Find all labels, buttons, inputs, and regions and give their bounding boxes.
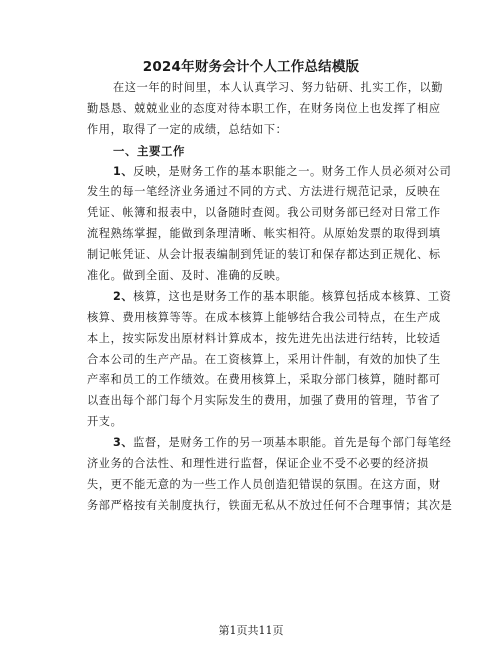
para2-line-6: 以查出每个部门每个月实际发生的费用，加强了费用的管理，节省了 — [87, 394, 441, 408]
para1-line-2: 发生的每一笔经济业务通过不同的方式、方法进行规范记录，反映在 — [87, 185, 441, 199]
para2-line-3: 本上，按实际发出原材料计算成本，按先进先出法进行结转，比较适 — [87, 331, 441, 345]
para1-line-6: 准化。做到全面、及时、准确的反映。 — [87, 269, 288, 283]
para2-line-5: 产率和员工的工作绩效。在费用核算上，采取分部门核算，随时都可 — [87, 373, 441, 387]
para3-number: 3、 — [113, 436, 134, 450]
para3-line-1 — [87, 433, 452, 454]
document-body — [87, 78, 453, 517]
para3-line-4: 务部严格按有关制度执行，铁面无私从不放过任何不合理事情；其次是 — [87, 498, 453, 512]
para3-first-text: 监督，是财务工作的另一项基本职能。首先是每个部门每笔经 — [133, 436, 452, 450]
para1-line-3: 凭证、帐簿和报表中，以备随时查阅。我公司财务部已经对日常工作 — [87, 206, 441, 220]
intro-line-3: 作用，取得了一定的成绩，总结如下： — [87, 122, 288, 136]
para2-first-text: 核算，这也是财务工作的基本职能。核算包括成本核算、工资 — [133, 289, 452, 303]
para2-line-1 — [87, 287, 452, 308]
para1-number: 1、 — [113, 164, 134, 178]
para1-line-1 — [87, 162, 452, 183]
para2-line-7: 开支。 — [87, 415, 123, 429]
intro-line-2: 勤恳恳、兢兢业业的态度对待本职工作，在财务岗位上也发挥了相应 — [87, 101, 441, 115]
para2-line-4: 合本公司的生产产品。在工资核算上，采用计件制，有效的加快了生 — [87, 352, 441, 366]
para1-line-5: 制记帐凭证、从会计报表编制到凭证的装订和保存都达到正规化、标 — [87, 248, 441, 262]
para1-first-text: 反映，是财务工作的基本职能之一。财务工作人员必须对公司 — [133, 164, 452, 178]
para2-line-2: 核算、费用核算等等。在成本核算上能够结合我公司特点，在生产成 — [87, 310, 441, 324]
para3-line-2: 济业务的合法性、和理性进行监督，保证企业不受不必要的经济损 — [87, 457, 429, 471]
document-title: 2024年财务会计个人工作总结模版 — [142, 59, 360, 75]
para2-number: 2、 — [113, 289, 134, 303]
section-heading: 一、主要工作 — [113, 143, 185, 158]
intro-line-1: 在这一年的时间里，本人认真学习、努力钻研、扎实工作，以勤 — [113, 81, 444, 94]
para3-line-3: 失，更不能无意的为一些工作人员创造犯错误的氛围。在这方面，财 — [87, 477, 441, 491]
page-footer: 第1页共11页 — [218, 624, 284, 637]
para1-line-4: 流程熟练掌握，能做到条理清晰、帐实相符。从原始发票的取得到填 — [87, 227, 441, 241]
